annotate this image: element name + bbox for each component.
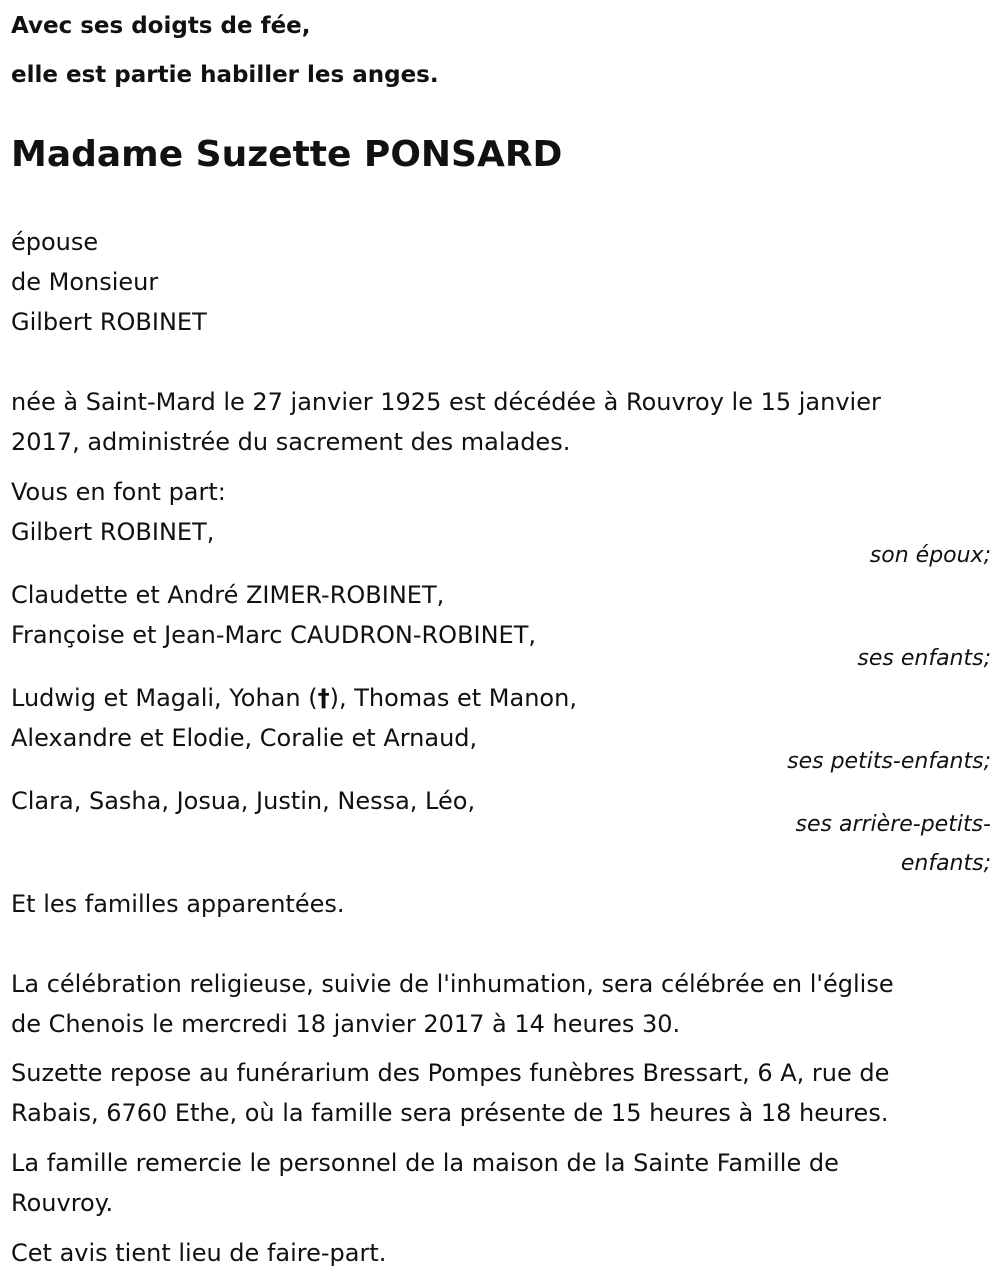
- family-child-2: Françoise et Jean-Marc CAUDRON-ROBINET,: [11, 621, 537, 649]
- family-great-grandchildren-role-2: enfants;: [900, 851, 991, 876]
- birth-death-line-1: née à Saint-Mard le 27 janvier 1925 est décédée à Rouvroy le 15 janvier: [11, 388, 881, 416]
- epitaph-line-1: Avec ses doigts de fée,: [11, 13, 311, 39]
- ceremony-line-1: La célébration religieuse, suivie de l'inhumation, sera célébrée en l'église: [11, 970, 894, 998]
- family-grandchildren-line-2: Alexandre et Elodie, Coralie et Arnaud,: [11, 724, 478, 752]
- ceremony-line-2: de Chenois le mercredi 18 janvier 2017 à 14 heures 30.: [11, 1010, 681, 1038]
- family-great-grandchildren: Clara, Sasha, Josua, Justin, Nessa, Léo,: [11, 787, 476, 815]
- family-great-grandchildren-role-1: ses arrière-petits-: [795, 812, 991, 837]
- birth-death-line-2: 2017, administrée du sacrement des malades.: [11, 428, 571, 456]
- announcement: Vous en font part:: [11, 478, 226, 506]
- family-child-1: Claudette et André ZIMER-ROBINET,: [11, 581, 445, 609]
- spouse-line-1: épouse: [11, 228, 99, 256]
- family-grandchildren-role: ses petits-enfants;: [787, 749, 991, 774]
- grandchildren-text-before: Ludwig et Magali, Yohan (: [11, 684, 318, 712]
- family-spouse-name: Gilbert ROBINET,: [11, 518, 215, 546]
- thanks-line-2: Rouvroy.: [11, 1189, 114, 1217]
- family-spouse-role: son époux;: [869, 543, 991, 568]
- cross-icon: †: [317, 684, 330, 712]
- funerarium-line-2: Rabais, 6760 Ethe, où la famille sera présente de 15 heures à 18 heures.: [11, 1099, 889, 1127]
- epitaph-line-2: elle est partie habiller les anges.: [11, 62, 439, 88]
- thanks-line-1: La famille remercie le personnel de la maison de la Sainte Famille de: [11, 1149, 839, 1177]
- grandchildren-text-after: ), Thomas et Manon,: [329, 684, 577, 712]
- spouse-line-2: de Monsieur: [11, 268, 159, 296]
- deceased-name: Madame Suzette PONSARD: [11, 134, 563, 175]
- spouse-line-3: Gilbert ROBINET: [11, 308, 207, 336]
- family-children-role: ses enfants;: [857, 646, 991, 671]
- family-relatives: Et les familles apparentées.: [11, 890, 345, 918]
- funerarium-line-1: Suzette repose au funérarium des Pompes funèbres Bressart, 6 A, rue de: [11, 1059, 890, 1087]
- closing-line: Cet avis tient lieu de faire-part.: [11, 1239, 387, 1267]
- family-grandchildren-line-1: [11, 678, 577, 718]
